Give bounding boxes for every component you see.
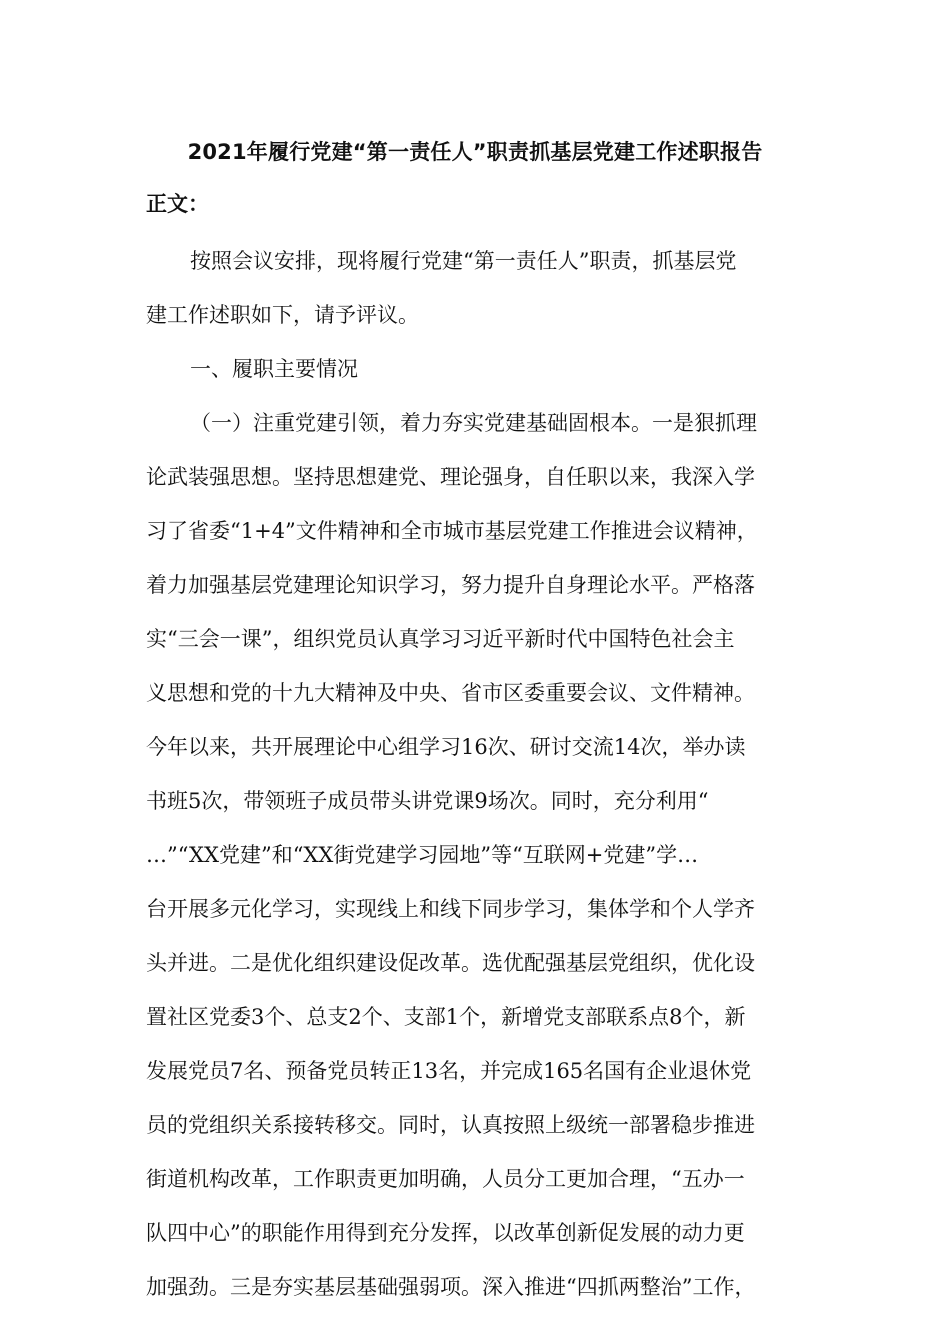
- paragraph-line: 实“三会一课”，组织党员认真学习习近平新时代中国特色社会主: [146, 627, 735, 651]
- paragraph-line: 习了省委“1+4”文件精神和全市城市基层党建工作推进会议精神，: [146, 519, 758, 543]
- paragraph-line: 台开展多元化学习，实现线上和线下同步学习，集体学和个人学齐: [146, 897, 755, 921]
- paragraph-line: 置社区党委3个、总支2个、支部1个，新增党支部联系点8个，新: [146, 1005, 746, 1029]
- paragraph-line: 论武装强思想。坚持思想建党、理论强身，自任职以来，我深入学: [146, 465, 755, 489]
- paragraph-line: 义思想和党的十九大精神及中央、省市区委重要会议、文件精神。: [146, 681, 755, 705]
- paragraph-line: 队四中心”的职能作用得到充分发挥，以改革创新促发展的动力更: [146, 1221, 745, 1245]
- document-title: 2021年履行党建“第一责任人”职责抓基层党建工作述职报告: [187, 140, 763, 164]
- paragraph-line: 着力加强基层党建理论知识学习，努力提升自身理论水平。严格落: [146, 573, 755, 597]
- section-label: 正文：: [146, 192, 209, 216]
- paragraph-line: …”“XX党建”和“XX街党建学习园地”等“互联网+党建”学…: [146, 843, 699, 867]
- paragraph-line: 建工作述职如下，请予评议。: [146, 303, 419, 327]
- document-body: [146, 234, 826, 1314]
- paragraph-line: 头并进。二是优化组织建设促改革。选优配强基层党组织，优化设: [146, 951, 755, 975]
- section-heading: 一、履职主要情况: [190, 357, 358, 381]
- paragraph-line: （一）注重党建引领，着力夯实党建基础固根本。一是狠抓理: [190, 411, 757, 435]
- paragraph-line: 今年以来，共开展理论中心组学习16次、研讨交流14次，举办读: [146, 735, 746, 759]
- paragraph-line: 加强劲。三是夯实基层基础强弱项。深入推进“四抓两整治”工作，: [146, 1275, 756, 1299]
- paragraph-line: 书班5次，带领班子成员带头讲党课9场次。同时，充分利用“: [146, 789, 709, 813]
- paragraph-line: 发展党员7名、预备党员转正13名，并完成165名国有企业退休党: [146, 1059, 752, 1083]
- paragraph-line: 按照会议安排，现将履行党建“第一责任人”职责，抓基层党: [190, 249, 737, 273]
- paragraph-line: 街道机构改革，工作职责更加明确，人员分工更加合理，“五办一: [146, 1167, 745, 1191]
- paragraph-line: 员的党组织关系接转移交。同时，认真按照上级统一部署稳步推进: [146, 1113, 755, 1137]
